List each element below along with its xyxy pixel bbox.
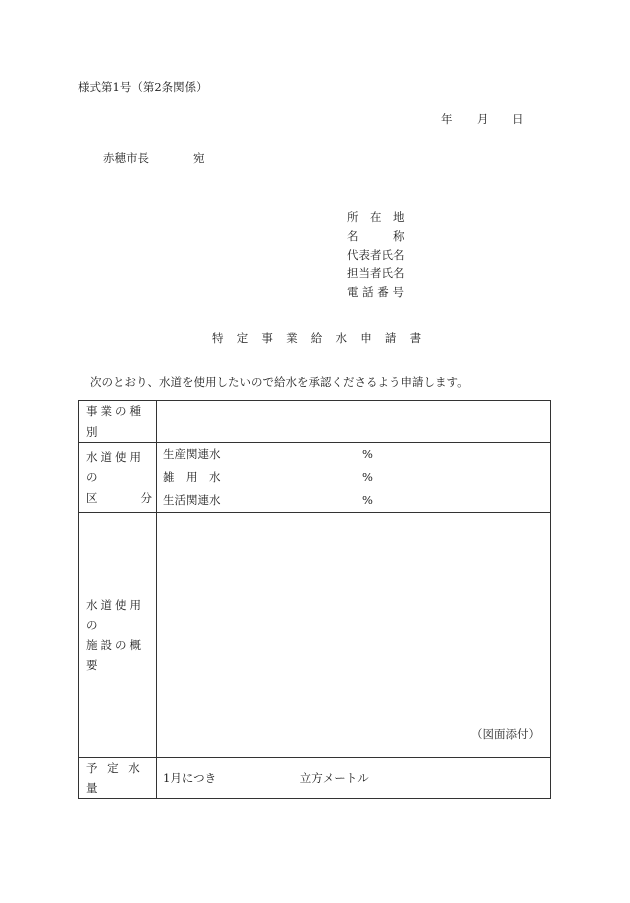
planned-volume-row	[79, 758, 551, 799]
facility-overview-label-line1: 水道使用の	[86, 597, 144, 632]
usage-misc-row	[157, 466, 550, 489]
business-type-label-cell	[79, 401, 157, 443]
addressee-name: 赤穂市長	[103, 151, 149, 165]
addressee	[103, 153, 205, 165]
usage-misc-label: 雑 用 水	[163, 470, 221, 484]
business-type-label: 事業の種別	[86, 404, 144, 439]
date-year-label: 年	[441, 112, 453, 126]
facility-overview-field[interactable]	[157, 513, 551, 758]
intro-text: 次のとおり、水道を使用したいので給水を承認くださるよう申請します。	[90, 375, 469, 389]
cubic-meter-unit: 立方メートル	[299, 771, 369, 786]
usage-living-row	[157, 489, 550, 512]
document-title: 特定事業給水申請書	[212, 331, 435, 345]
usage-production-label: 生産関連水	[163, 447, 221, 461]
applicant-name-label: 名 称	[347, 229, 405, 243]
usage-misc-percent-field[interactable]: %	[362, 470, 373, 484]
applicant-phone-label: 電 話 番 号	[347, 285, 404, 299]
usage-category-label-line2: 区 分	[86, 490, 152, 505]
usage-category-field	[157, 443, 551, 513]
usage-category-row	[79, 443, 551, 513]
usage-category-label-cell	[79, 443, 157, 513]
applicant-representative-label: 代表者氏名	[347, 248, 405, 262]
usage-production-row	[157, 443, 550, 466]
application-table	[78, 400, 551, 799]
planned-volume-label: 予 定 水 量	[86, 761, 143, 796]
planned-volume-label-cell	[79, 758, 157, 799]
usage-category-label-line1: 水道使用の	[86, 450, 144, 485]
planned-volume-field[interactable]	[157, 758, 551, 799]
applicant-address-label: 所 在 地	[347, 210, 405, 224]
facility-overview-label-cell	[79, 513, 157, 758]
usage-production-percent-field[interactable]: %	[362, 447, 373, 461]
date-day-label: 日	[512, 112, 524, 126]
form-number: 様式第1号（第2条関係）	[78, 80, 208, 94]
per-month-label: 1月につき	[163, 771, 217, 786]
facility-overview-row	[79, 513, 551, 758]
business-type-row	[79, 401, 551, 443]
addressee-honorific: 宛	[193, 151, 205, 165]
date-month-label: 月	[477, 112, 489, 126]
usage-living-percent-field[interactable]: %	[362, 493, 373, 507]
facility-overview-label-line2: 施設の概要	[86, 638, 144, 673]
usage-living-label: 生活関連水	[163, 493, 221, 507]
drawing-attached-note: （図面添付）	[471, 727, 540, 741]
business-type-field[interactable]	[157, 401, 551, 443]
applicant-contact-label: 担当者氏名	[347, 266, 405, 280]
